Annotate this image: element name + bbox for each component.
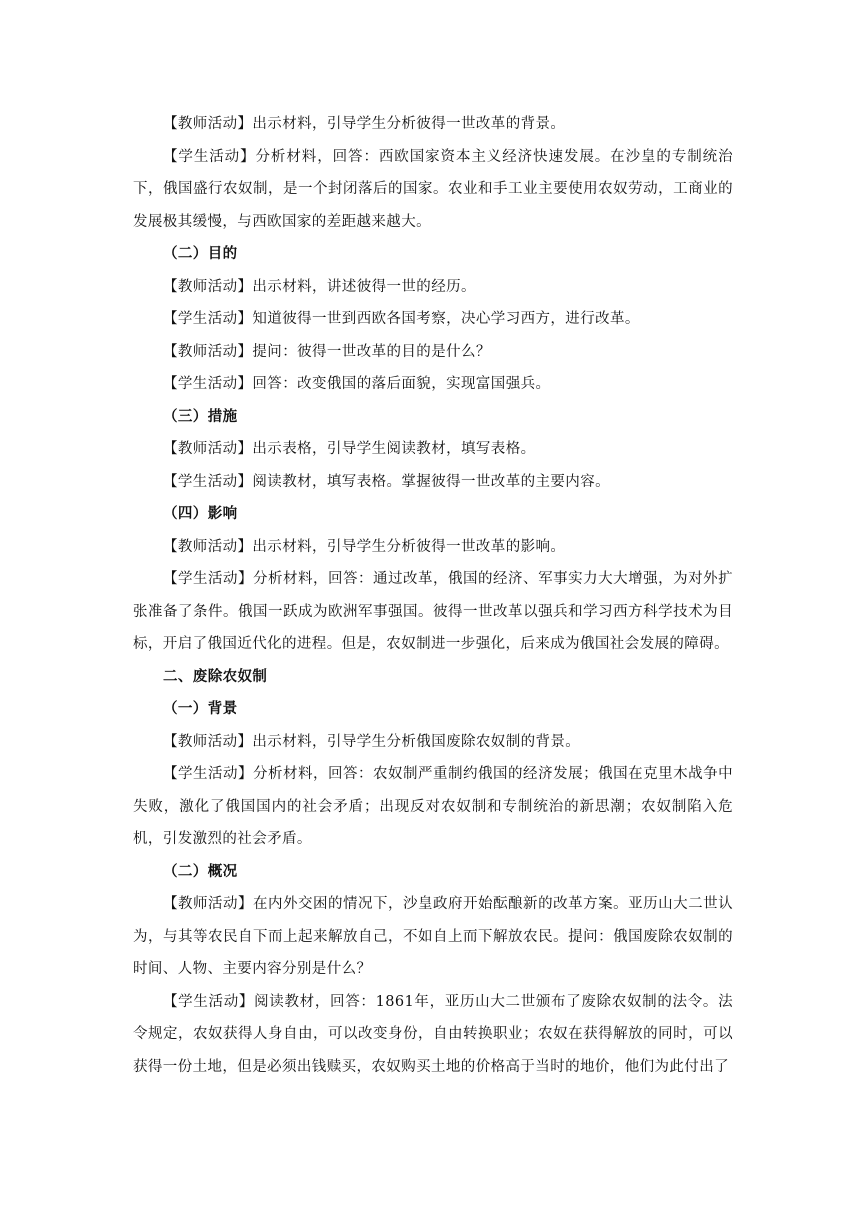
paragraph-text: 出示材料，引导学生分析彼得一世改革的影响。 <box>252 538 566 555</box>
paragraph-text: 提问：彼得一世改革的目的是什么？ <box>252 343 491 360</box>
activity-tag: 【教师活动】 <box>163 343 253 360</box>
paragraph-student-activity <box>133 466 733 499</box>
paragraph-text: 出示材料，引导学生分析俄国废除农奴制的背景。 <box>252 733 581 750</box>
paragraph-student-activity <box>133 368 733 401</box>
paragraph-teacher-activity <box>133 108 733 141</box>
activity-tag: 【教师活动】 <box>163 896 254 912</box>
paragraph-text: 出示材料，讲述彼得一世的经历。 <box>252 278 476 295</box>
activity-tag: 【学生活动】 <box>163 993 255 1010</box>
paragraph-text: 出示表格，引导学生阅读教材，填写表格。 <box>252 441 536 457</box>
activity-tag: 【学生活动】 <box>163 766 254 782</box>
paragraph-student-activity <box>133 986 733 1084</box>
paragraph-student-activity <box>133 303 733 336</box>
activity-tag: 【教师活动】 <box>163 538 253 555</box>
document-page <box>133 108 733 1083</box>
activity-tag: 【教师活动】 <box>163 278 253 295</box>
paragraph-text: 分析材料，回答：通过改革，俄国的经济、军事实力大大增强，为对外扩张准备了条件。俄国一跃成为欧洲军事强国。彼得一世改革以强兵和学习西方科学技术为目标，开启了俄国近代化的进程。但是，农奴制进一步强化，后来成为俄国社会发展的障碍。 <box>133 571 733 652</box>
paragraph-teacher-activity <box>133 271 733 304</box>
paragraph-text: 在内外交困的情况下，沙皇政府开始酝酿新的改革方案。亚历山大二世认为，与其等农民自下而上起来解放自己，不如自上而下解放农民。提问：俄国废除农奴制的时间、人物、主要内容分别是什么？ <box>133 896 733 977</box>
paragraph-text: 分析材料，回答：西欧国家资本主义经济快速发展。在沙皇的专制统治下，俄国盛行农奴制，是一个封闭落后的国家。农业和手工业主要使用农奴劳动，工商业的发展极其缓慢，与西欧国家的差距越来越大。 <box>133 148 733 230</box>
paragraph-text: 知道彼得一世到西欧各国考察，决心学习西方，进行改革。 <box>252 311 640 327</box>
paragraph-text: 分析材料，回答：农奴制严重制约俄国的经济发展；俄国在克里木战争中失败，激化了俄国国内的社会矛盾；出现反对农奴制和专制统治的新思潮；农奴制陷入危机，引发激烈的社会矛盾。 <box>133 766 733 847</box>
paragraph-student-activity <box>133 758 733 856</box>
paragraph-text: 阅读教材，填写表格。掌握彼得一世改革的主要内容。 <box>252 473 611 490</box>
paragraph-student-activity <box>133 141 733 239</box>
activity-tag: 【学生活动】 <box>163 148 256 165</box>
activity-tag: 【学生活动】 <box>163 571 254 587</box>
activity-tag: 【教师活动】 <box>163 733 253 750</box>
paragraph-text: 回答：改变俄国的落后面貌，实现富国强兵。 <box>252 376 551 392</box>
section-heading-background: （一）背景 <box>163 701 238 717</box>
activity-tag: 【教师活动】 <box>163 116 253 132</box>
paragraph-student-activity <box>133 563 733 661</box>
paragraph-teacher-activity <box>133 531 733 564</box>
section-heading-abolish-serfdom: 二、废除农奴制 <box>163 668 268 685</box>
paragraph-teacher-activity <box>133 888 733 986</box>
paragraph-teacher-activity <box>133 433 733 466</box>
paragraph-text: 阅读教材，回答：1861年，亚历山大二世颁布了废除农奴制的法令。法令规定，农奴获得人身自由，可以改变身份，自由转换职业；农奴在获得解放的同时，可以获得一份土地，但是必须出钱赎买，农奴购买土地的价格高于当时的地价，他们为此付出了 <box>133 993 733 1075</box>
paragraph-text: 出示材料，引导学生分析彼得一世改革的背景。 <box>252 116 566 132</box>
section-heading-purpose: （二）目的 <box>163 246 238 262</box>
activity-tag: 【学生活动】 <box>163 473 253 490</box>
section-heading-overview: （二）概况 <box>163 863 238 880</box>
activity-tag: 【学生活动】 <box>163 376 253 392</box>
activity-tag: 【教师活动】 <box>163 441 253 457</box>
activity-tag: 【学生活动】 <box>163 311 253 327</box>
paragraph-teacher-activity <box>133 336 733 369</box>
section-heading-impact: （四）影响 <box>163 506 238 522</box>
paragraph-teacher-activity <box>133 726 733 759</box>
section-heading-measures: （三）措施 <box>163 408 238 425</box>
